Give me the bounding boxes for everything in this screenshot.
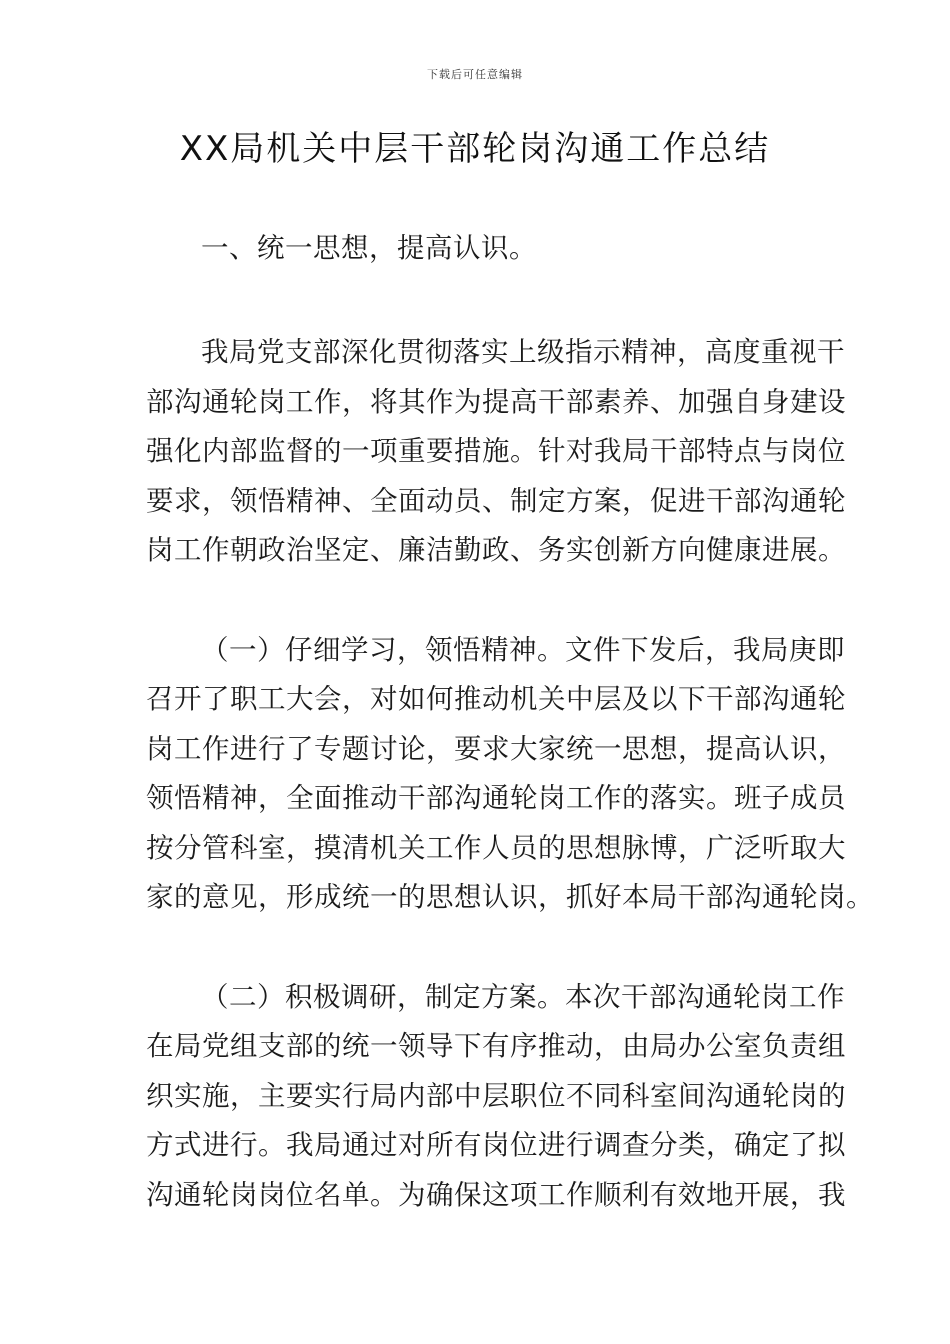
spacer bbox=[146, 923, 806, 973]
document-title: XX局机关中层干部轮岗沟通工作总结 bbox=[179, 129, 771, 169]
paragraph-3 bbox=[146, 973, 846, 1221]
section-heading-1: 一、统一思想，提高认识。 bbox=[201, 232, 537, 264]
paragraph-2 bbox=[146, 626, 874, 923]
spacer bbox=[146, 274, 806, 328]
document-body bbox=[146, 222, 874, 1220]
paragraph-1 bbox=[146, 328, 846, 576]
paragraph-line: 我局党支部深化贯彻落实上级指示精神，高度重视干 bbox=[201, 336, 845, 368]
paragraph-line: 家的意见，形成统一的思想认识，抓好本局干部沟通轮岗。 bbox=[146, 881, 874, 913]
paragraph-line: 领悟精神，全面推动干部沟通轮岗工作的落实。班子成员 bbox=[146, 782, 846, 814]
paragraph-line: 岗工作朝政治坚定、廉洁勤政、务实创新方向健康进展。 bbox=[146, 534, 846, 566]
paragraph-line: 岗工作进行了专题讨论，要求大家统一思想，提高认识， bbox=[146, 732, 846, 765]
header-note: 下载后可任意编辑 bbox=[427, 68, 523, 81]
paragraph-line: （二）积极调研，制定方案。本次干部沟通轮岗工作 bbox=[201, 980, 845, 1013]
paragraph-line: 在局党组支部的统一领导下有序推动，由局办公室负责组 bbox=[146, 1030, 846, 1062]
paragraph-line: 织实施，主要实行局内部中层职位不同科室间沟通轮岗的 bbox=[146, 1079, 846, 1112]
paragraph-line: 按分管科室，摸清机关工作人员的思想脉博，广泛听取大 bbox=[146, 831, 846, 864]
paragraph-line: （一）仔细学习，领悟精神。文件下发后，我局庚即 bbox=[201, 633, 845, 666]
paragraph-line: 部沟通轮岗工作，将其作为提高干部素养、加强自身建设 bbox=[146, 385, 846, 418]
paragraph-line: 沟通轮岗岗位名单。为确保这项工作顺利有效地开展，我 bbox=[146, 1178, 846, 1211]
paragraph-line: 方式进行。我局通过对所有岗位进行调查分类，确定了拟 bbox=[146, 1129, 846, 1161]
spacer bbox=[146, 576, 806, 626]
paragraph-line: 强化内部监督的一项重要措施。针对我局干部特点与岗位 bbox=[146, 435, 846, 467]
paragraph-line: 召开了职工大会，对如何推动机关中层及以下干部沟通轮 bbox=[146, 683, 846, 715]
paragraph-line: 要求，领悟精神、全面动员、制定方案，促进干部沟通轮 bbox=[146, 484, 846, 517]
